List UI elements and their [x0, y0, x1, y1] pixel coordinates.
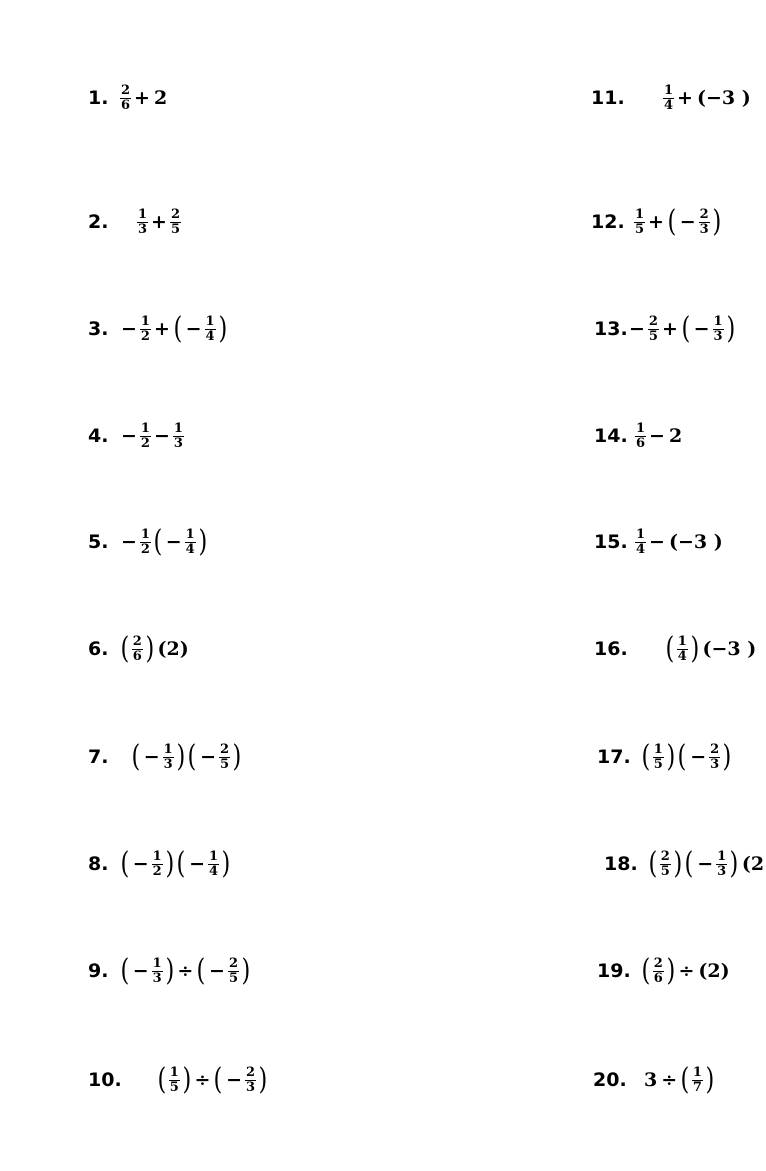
fraction — [634, 208, 645, 237]
problem-expression — [136, 208, 182, 237]
expression-term: − — [165, 531, 182, 553]
parenthesis: ( — [681, 311, 691, 346]
fraction-numerator: 2 — [660, 848, 670, 864]
problem-15 — [594, 526, 723, 558]
problem-17 — [597, 739, 732, 774]
parenthesis: ( — [641, 739, 651, 774]
expression-term: + — [677, 87, 693, 109]
expression-term: + — [153, 318, 170, 340]
fraction-denominator: 3 — [138, 221, 148, 237]
problem-number: 10. — [88, 1069, 122, 1091]
fraction-numerator: 2 — [710, 741, 720, 757]
fraction-denominator: 5 — [635, 221, 645, 237]
fraction — [716, 850, 727, 879]
fraction-denominator: 3 — [717, 863, 727, 879]
fraction-denominator: 5 — [653, 756, 663, 772]
problem-number: 5. — [88, 531, 109, 553]
fraction-numerator: 1 — [717, 848, 727, 864]
fraction-numerator: 1 — [636, 526, 646, 542]
problem-expression — [119, 84, 169, 113]
fraction-denominator: 3 — [710, 756, 720, 772]
problem-number: 15. — [594, 531, 628, 553]
fraction-denominator: 3 — [173, 435, 183, 451]
problem-expression — [156, 1062, 269, 1097]
fraction-denominator: 2 — [140, 435, 150, 451]
expression-term: − — [649, 531, 665, 553]
fraction-numerator: 1 — [205, 313, 215, 329]
fraction-denominator: 2 — [152, 863, 162, 879]
fraction-denominator: 5 — [169, 1079, 179, 1095]
fraction — [205, 315, 216, 344]
fraction-numerator: 2 — [648, 313, 658, 329]
problem-number: 20. — [593, 1069, 627, 1091]
fraction — [653, 743, 664, 772]
fraction — [699, 208, 710, 237]
parenthesis: ) — [666, 739, 676, 774]
expression-term: − — [189, 853, 206, 875]
fraction-numerator: 1 — [677, 633, 687, 649]
fraction-denominator: 5 — [220, 756, 230, 772]
fraction-numerator: 1 — [636, 420, 646, 436]
fraction — [635, 422, 646, 451]
expression-term: 2 — [153, 87, 168, 109]
fraction-denominator: 7 — [692, 1079, 702, 1095]
expression-term: − — [209, 960, 225, 982]
expression-term: − — [226, 1069, 243, 1091]
fraction-denominator: 5 — [648, 328, 658, 344]
parenthesis: ) — [690, 631, 700, 666]
parenthesis: ) — [241, 953, 251, 988]
fraction — [163, 743, 174, 772]
problem-6 — [88, 631, 189, 666]
parenthesis: ) — [165, 846, 174, 881]
parenthesis: ( — [196, 953, 206, 988]
fraction-numerator: 1 — [152, 848, 162, 864]
fraction-denominator: 5 — [170, 221, 181, 237]
problem-number: 7. — [88, 746, 109, 768]
fraction-denominator: 3 — [699, 221, 709, 237]
fraction-denominator: 6 — [636, 435, 646, 451]
parenthesis: ) — [722, 739, 732, 774]
problem-11 — [591, 82, 751, 114]
problem-20 — [593, 1062, 715, 1097]
fraction-numerator: 1 — [664, 82, 674, 98]
problem-3 — [88, 311, 227, 346]
expression-term: (2) — [698, 960, 730, 982]
problem-2 — [88, 206, 181, 238]
fraction-denominator: 5 — [660, 863, 670, 879]
problem-12 — [591, 204, 721, 239]
expression-term: (2 — [741, 853, 765, 875]
problem-4 — [88, 420, 183, 452]
parenthesis: ( — [120, 846, 130, 881]
parenthesis: ) — [165, 953, 174, 988]
parenthesis: ) — [145, 631, 155, 666]
expression-term: − — [121, 318, 137, 340]
expression-term: − — [132, 960, 149, 982]
problem-14 — [594, 420, 683, 452]
expression-term: (2) — [157, 638, 189, 660]
fraction — [185, 528, 196, 557]
problem-number: 4. — [88, 425, 109, 447]
parenthesis: ( — [684, 846, 694, 881]
fraction — [709, 743, 720, 772]
problem-number: 19. — [597, 960, 631, 982]
problem-10 — [88, 1062, 268, 1097]
problem-expression — [119, 846, 232, 881]
expression-term: ÷ — [661, 1069, 678, 1091]
fraction — [120, 84, 131, 113]
fraction — [648, 315, 659, 344]
fraction-denominator: 6 — [132, 648, 142, 664]
problem-number: 3. — [88, 318, 109, 340]
expression-term: 2 — [668, 425, 683, 447]
fraction-numerator: 2 — [121, 82, 131, 98]
expression-term: (−3 ) — [696, 87, 751, 109]
problem-9 — [88, 953, 251, 988]
parenthesis: ( — [131, 739, 141, 774]
problem-number: 11. — [591, 87, 625, 109]
parenthesis: ( — [157, 1062, 167, 1097]
fraction-denominator: 4 — [664, 97, 674, 113]
problem-expression — [119, 311, 228, 346]
expression-term: − — [649, 425, 665, 447]
expression-term: − — [690, 746, 707, 768]
fraction-denominator: 3 — [163, 756, 173, 772]
problem-number: 1. — [88, 87, 109, 109]
problem-18 — [604, 846, 765, 881]
expression-term: − — [697, 853, 714, 875]
problem-expression — [640, 739, 733, 774]
expression-term: − — [185, 318, 202, 340]
fraction-numerator: 1 — [140, 420, 150, 436]
problem-expression — [119, 422, 185, 451]
fraction — [635, 528, 646, 557]
problem-number: 6. — [88, 638, 109, 660]
parenthesis: ( — [677, 739, 687, 774]
problem-expression — [634, 528, 725, 557]
parenthesis: ( — [680, 1062, 690, 1097]
parenthesis: ) — [176, 739, 185, 774]
expression-term: − — [143, 746, 160, 768]
parenthesis: ) — [673, 846, 683, 881]
fraction — [208, 850, 219, 879]
fraction-denominator: 4 — [205, 328, 215, 344]
fraction — [692, 1066, 703, 1095]
expression-term: ÷ — [678, 960, 695, 982]
fraction — [228, 957, 239, 986]
fraction — [152, 957, 163, 986]
fraction-numerator: 1 — [138, 206, 148, 222]
fraction-numerator: 1 — [692, 1064, 702, 1080]
problem-expression — [664, 631, 758, 666]
problem-expression — [119, 524, 208, 559]
parenthesis: ( — [173, 311, 183, 346]
expression-term: ÷ — [177, 960, 194, 982]
parenthesis: ( — [641, 953, 651, 988]
expression-term: − — [629, 318, 645, 340]
problem-expression — [119, 631, 191, 666]
fraction-denominator: 2 — [140, 541, 150, 557]
fraction-denominator: 6 — [653, 970, 663, 986]
fraction-denominator: 6 — [121, 97, 131, 113]
fraction — [219, 743, 230, 772]
fraction-numerator: 1 — [152, 955, 162, 971]
problem-5 — [88, 524, 207, 559]
problem-13 — [594, 311, 735, 346]
problem-number: 16. — [594, 638, 628, 660]
fraction-numerator: 2 — [699, 206, 709, 222]
expression-term: − — [200, 746, 217, 768]
fraction — [140, 422, 151, 451]
parenthesis: ( — [665, 631, 675, 666]
problem-expression — [634, 422, 684, 451]
fraction — [663, 84, 674, 113]
problem-16 — [594, 631, 757, 666]
problem-expression — [633, 204, 722, 239]
fraction-denominator: 2 — [140, 328, 150, 344]
expression-term: (−3 ) — [668, 531, 723, 553]
problem-expression — [647, 846, 766, 881]
expression-term: − — [679, 211, 696, 233]
expression-term: − — [121, 425, 137, 447]
fraction-denominator: 3 — [246, 1079, 256, 1095]
problem-number: 12. — [591, 211, 625, 233]
problem-number: 14. — [594, 425, 628, 447]
problem-expression — [640, 953, 732, 988]
expression-term: + — [648, 211, 664, 233]
problem-1 — [88, 82, 168, 114]
parenthesis: ) — [218, 311, 227, 346]
parenthesis: ) — [221, 846, 231, 881]
problem-expression — [130, 739, 243, 774]
problem-expression — [627, 311, 736, 346]
fraction-numerator: 2 — [170, 206, 181, 222]
fraction-denominator: 4 — [209, 863, 219, 879]
expression-term: 3 — [644, 1069, 658, 1091]
parenthesis: ( — [213, 1062, 223, 1097]
fraction-numerator: 1 — [140, 313, 150, 329]
fraction — [173, 422, 184, 451]
fraction-numerator: 1 — [140, 526, 150, 542]
problem-number: 18. — [604, 853, 638, 875]
expression-term: + — [134, 87, 150, 109]
parenthesis: ( — [187, 739, 197, 774]
expression-term: − — [153, 425, 170, 447]
problem-number: 8. — [88, 853, 109, 875]
fraction — [140, 315, 151, 344]
fraction — [132, 635, 143, 664]
fraction — [653, 957, 664, 986]
expression-term: − — [132, 853, 149, 875]
fraction-numerator: 1 — [209, 848, 219, 864]
fraction-denominator: 4 — [185, 541, 195, 557]
parenthesis: ) — [232, 739, 242, 774]
fraction-denominator: 3 — [713, 328, 723, 344]
fraction — [140, 528, 151, 557]
problem-number: 13. — [594, 318, 628, 340]
parenthesis: ) — [726, 311, 735, 346]
problem-expression — [662, 84, 753, 113]
fraction — [660, 850, 671, 879]
fraction — [713, 315, 724, 344]
fraction-denominator: 4 — [677, 648, 687, 664]
fraction-numerator: 2 — [653, 955, 663, 971]
problem-8 — [88, 846, 231, 881]
fraction-numerator: 1 — [173, 420, 183, 436]
parenthesis: ( — [648, 846, 658, 881]
parenthesis: ( — [120, 953, 130, 988]
problem-number: 2. — [88, 211, 109, 233]
fraction — [245, 1066, 256, 1095]
parenthesis: ( — [176, 846, 186, 881]
fraction-numerator: 1 — [185, 526, 195, 542]
parenthesis: ) — [705, 1062, 715, 1097]
expression-term: − — [693, 318, 710, 340]
parenthesis: ) — [712, 204, 721, 239]
fraction-numerator: 2 — [246, 1064, 256, 1080]
problem-7 — [88, 739, 242, 774]
fraction-numerator: 1 — [653, 741, 663, 757]
parenthesis: ) — [258, 1062, 268, 1097]
expression-term: − — [121, 531, 137, 553]
fraction — [137, 208, 148, 237]
fraction-denominator: 3 — [152, 970, 162, 986]
expression-term: ÷ — [194, 1069, 211, 1091]
expression-term: (−3 ) — [702, 638, 757, 660]
fraction-denominator: 5 — [228, 970, 239, 986]
fraction — [169, 1066, 180, 1095]
problem-number: 17. — [597, 746, 631, 768]
parenthesis: ) — [182, 1062, 192, 1097]
parenthesis: ( — [120, 631, 130, 666]
fraction-numerator: 2 — [228, 955, 239, 971]
problem-number: 9. — [88, 960, 109, 982]
fraction-numerator: 1 — [169, 1064, 179, 1080]
fraction — [170, 208, 181, 237]
parenthesis: ) — [729, 846, 739, 881]
fraction-numerator: 1 — [635, 206, 645, 222]
fraction-numerator: 2 — [220, 741, 230, 757]
expression-term: + — [151, 211, 167, 233]
parenthesis: ) — [198, 524, 207, 559]
problem-expression — [119, 953, 252, 988]
fraction-denominator: 4 — [636, 541, 646, 557]
parenthesis: ( — [667, 204, 677, 239]
fraction-numerator: 1 — [713, 313, 723, 329]
expression-term: + — [661, 318, 678, 340]
problem-19 — [597, 953, 730, 988]
problem-expression — [642, 1062, 716, 1097]
parenthesis: ) — [666, 953, 676, 988]
parenthesis: ( — [153, 524, 163, 559]
fraction — [677, 635, 688, 664]
fraction-numerator: 1 — [163, 741, 173, 757]
fraction — [152, 850, 163, 879]
fraction-numerator: 2 — [132, 633, 142, 649]
